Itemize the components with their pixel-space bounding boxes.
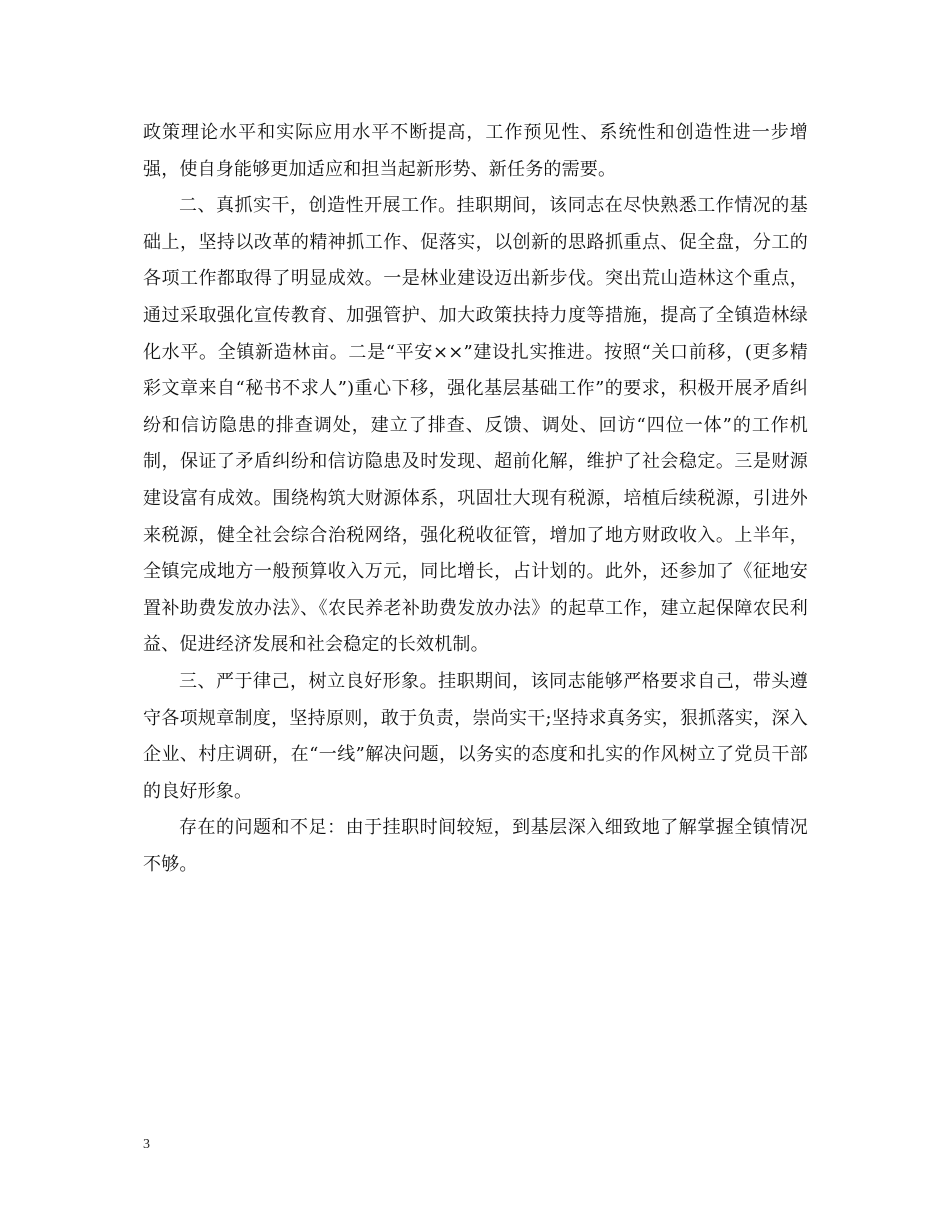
paragraph-continuation: 政策理论水平和实际应用水平不断提高，工作预见性、系统性和创造性进一步增强，使自身能够更加适应和担当起新形势、新任务的需要。: [143, 122, 808, 180]
document-body: [143, 115, 808, 883]
paragraph-section-three: 三、严于律己，树立良好形象。挂职期间，该同志能够严格要求自己，带头遵守各项规章制度，坚持原则，敢于负责，崇尚实干;坚持求真务实，狠抓落实，深入企业、村庄调研，在“一线”解决问题，以务实的态度和扎实的作风树立了党员干部的良好形象。: [143, 670, 808, 802]
page-number: 3: [143, 1137, 150, 1152]
paragraph-shortcomings: 存在的问题和不足：由于挂职时间较短，到基层深入细致地了解掌握全镇情况不够。: [143, 817, 808, 875]
paragraph-section-two: 二、真抓实干，创造性开展工作。挂职期间，该同志在尽快熟悉工作情况的基础上，坚持以改革的精神抓工作、促落实，以创新的思路抓重点、促全盘，分工的各项工作都取得了明显成效。一是林业建设迈出新步伐。突出荒山造林这个重点，通过采取强化宣传教育、加强管护、加大政策扶持力度等措施，提高了全镇造林绿化水平。全镇新造林亩。二是“平安××”建设扎实推进。按照“关口前移，(更多精彩文章来自“秘书不求人”)重心下移，强化基层基础工作”的要求，积极开展矛盾纠纷和信访隐患的排查调处，建立了排查、反馈、调处、回访“四位一体”的工作机制，保证了矛盾纠纷和信访隐患及时发现、超前化解，维护了社会稳定。三是财源建设富有成效。围绕构筑大财源体系，巩固壮大现有税源，培植后续税源，引进外来税源，健全社会综合治税网络，强化税收征管，增加了地方财政收入。上半年，全镇完成地方一般预算收入万元，同比增长，占计划的。此外，还参加了《征地安置补助费发放办法》、《农民养老补助费发放办法》的起草工作，建立起保障农民利益、促进经济发展和社会稳定的长效机制。: [143, 195, 808, 656]
